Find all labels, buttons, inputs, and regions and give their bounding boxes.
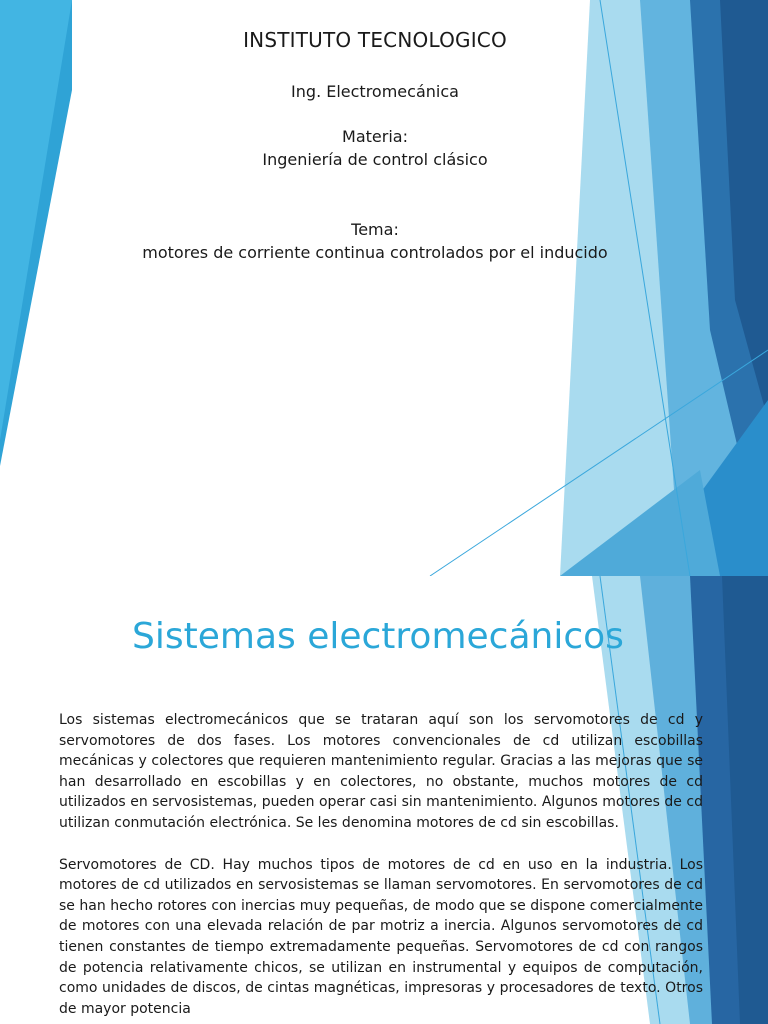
body-paragraph-2: Servomotores de CD. Hay muchos tipos de motores de cd en uso en la industria. Los motores de cd utilizados en servosistemas se llaman servomotores. En servomotores de cd se han hecho rotores con inercias muy pequeñas, de modo que se dispone comercialmente de motores con una elevada relación de par motriz a inercia. Algunos servomotores de cd tienen constantes de tiempo extremadamente pequeñas. Servomotores de cd con rangos de potencia relativamente chicos, se utilizan en instrumental y equipos de computación, como unidades de discos, de cintas magnéticas, impresoras y procesadores de texto. Otros de mayor potencia [59, 856, 703, 1017]
slide-title: Sistemas electromecánicos [132, 616, 624, 657]
program-name: Ing. Electromecánica [291, 82, 459, 101]
slide-body [59, 710, 703, 1024]
topic-text: motores de corriente continua controlados por el inducido [142, 243, 608, 262]
body-paragraph-1: Los sistemas electromecánicos que se trataran aquí son los servomotores de cd y servomotores de dos fases. Los motores convencionales de cd utilizan escobillas mecánicas y colectores que requieren mantenimiento regular. Gracias a las mejoras que se han desarrollado en escobillas y en colectores, no obstante, muchos motores de cd utilizados en servosistemas, pueden operar casi sin mantenimiento. Algunos motores de cd utilizan conmutación electrónica. Se les denomina motores de cd sin escobillas. [59, 712, 703, 831]
subject-name: Ingeniería de control clásico [262, 150, 488, 169]
institution-name: INSTITUTO TECNOLOGICO [243, 28, 507, 52]
topic-label: Tema: [351, 220, 399, 239]
subject-label: Materia: [342, 127, 408, 146]
content-slide [0, 576, 768, 1024]
